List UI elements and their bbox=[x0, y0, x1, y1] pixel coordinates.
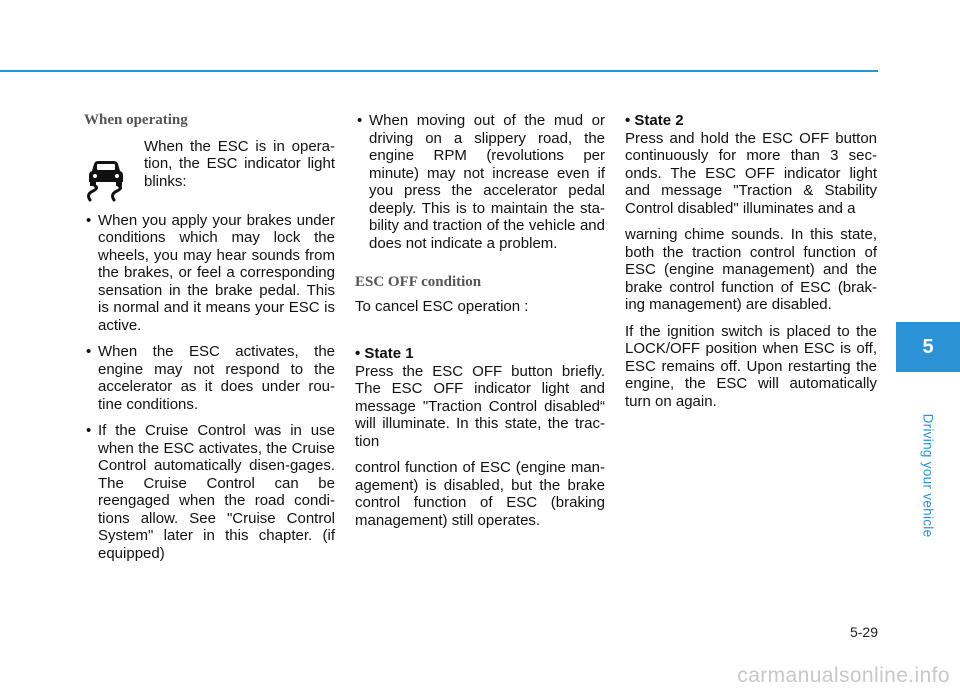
cancel-text: To cancel ESC operation : bbox=[355, 297, 529, 315]
state-1-text: Press the ESC OFF button briefly. The ESC OFF indicator light and message "Traction Control disabled“ will illuminate. In this state, the trac-tion bbox=[355, 362, 605, 450]
section-heading-when-operating: When operating bbox=[84, 112, 188, 128]
list-item: • If the Cruise Control was in use when the ESC activates, the Cruise Control automatically disen-gages. The Cruise Control can be reengaged when the road condi-tions allow. See "Cruise Control System" later in this chapter. (if equipped) bbox=[84, 422, 335, 562]
state-2-text-continued: warning chime sounds. In this state, both the traction control function of ESC (engine management) and the brake control function of ESC (brak-ing management) are disabled. bbox=[625, 226, 877, 313]
mud-bullet-list bbox=[355, 112, 605, 252]
list-item: • When the ESC activates, the engine may not respond to the accelerator as it does under rou-tine conditions. bbox=[84, 343, 335, 413]
column-2 bbox=[355, 112, 605, 538]
state-2-restart-text: If the ignition switch is placed to the LOCK/OFF position when ESC is off, ESC remains off. Upon restarting the engine, the ESC will automatically turn on again. bbox=[625, 322, 877, 410]
esc-intro bbox=[84, 138, 335, 206]
list-item: • When you apply your brakes under conditions which may lock the wheels, you may hear sounds from the brakes, or feel a corresponding sensation in the brake pedal. This is normal and it means your ESC is active. bbox=[84, 212, 335, 335]
chapter-title bbox=[893, 413, 960, 537]
column-1 bbox=[84, 112, 335, 571]
page-number: 5-29 bbox=[849, 624, 878, 640]
operating-bullet-list bbox=[84, 212, 335, 563]
chapter-title-text: Driving your vehicle bbox=[920, 413, 936, 537]
esc-skid-car-icon bbox=[84, 158, 134, 204]
chapter-tab: 5 bbox=[896, 322, 960, 372]
watermark: carmanualsonline.info bbox=[737, 664, 950, 687]
intro-text: When the ESC is in opera-tion, the ESC indicator light blinks: bbox=[144, 137, 335, 190]
top-rule bbox=[0, 70, 878, 72]
state-1-text-continued: control function of ESC (engine man-agement) is disabled, but the brake control function of ESC (braking management) still operates. bbox=[355, 459, 605, 529]
state-2-title: • State 2 bbox=[625, 112, 684, 129]
section-heading-esc-off: ESC OFF condition bbox=[355, 274, 482, 290]
state-2-text: Press and hold the ESC OFF button continuously for more than 3 sec-onds. The ESC OFF indicator light and message "Traction & Stability Control disabled" illuminates and a bbox=[625, 129, 877, 217]
list-item: • When moving out of the mud or driving on a slippery road, the engine RPM (revolutions per minute) may not increase even if you press the accelerator pedal deeply. This is to maintain the sta-bility and traction of the vehicle and does not indicate a problem. bbox=[355, 112, 605, 252]
column-3 bbox=[625, 112, 877, 419]
state-1-title: • State 1 bbox=[355, 345, 414, 362]
